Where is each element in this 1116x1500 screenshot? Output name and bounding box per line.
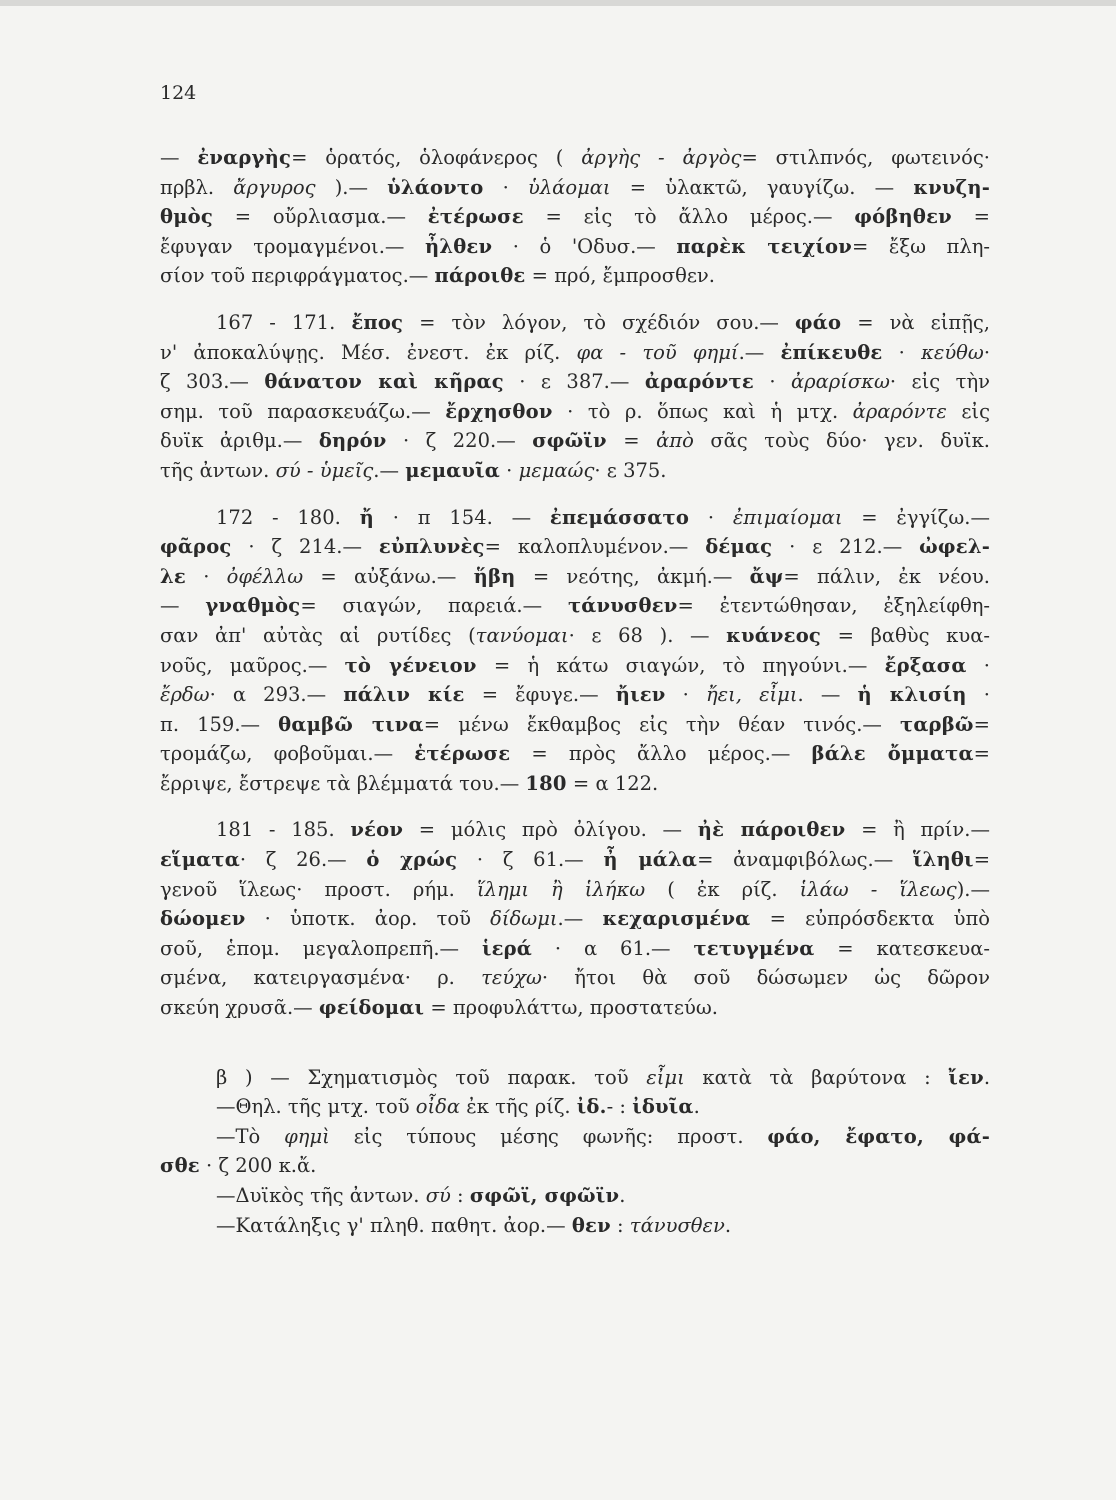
paragraph-gap <box>160 1023 990 1063</box>
text-line: νοῦς, μαῦρος.— τὸ γένειον = ἡ κάτω σιαγών, τὸ πηγούνι.— ἔρξασα · <box>160 653 990 677</box>
text-line: — γναθμὸς= σιαγών, παρειά.— τάνυσθεν= ἐτεντώθησαν, ἐξηλείφθη- <box>160 594 990 618</box>
text-line: γενοῦ ἵλεως· προστ. ρήμ. ἵλημι ἢ ἱλήκω ( ἐκ ρίζ. ἱλάω - ἵλεως).— <box>160 877 990 901</box>
text-line: ν' ἀποκαλύψῃς. Μέσ. ἐνεστ. ἐκ ρίζ. φα - τοῦ φημί.— ἐπίκευθε · κεύθω· <box>160 340 990 364</box>
text-line: π. 159.— θαμβῶ τινα= μένω ἔκθαμβος εἰς τὴν θέαν τινός.— ταρβῶ= <box>160 712 990 736</box>
text-line: β ) — Σχηματισμὸς τοῦ παρακ. τοῦ εἶμι κατὰ τὰ βαρύτονα : ἴεν. <box>216 1065 990 1089</box>
paragraph-gap <box>160 291 990 308</box>
text-line: σημ. τοῦ παρασκευάζω.— ἔρχησθον · τὸ ρ. ὅπως καὶ ἡ μτχ. ἀραρόντε εἰς <box>160 399 990 423</box>
text-line: — ἐναργὴς= ὁρατός, ὁλοφάνερος ( ἀργὴς - ἀργὸς= στιλπνός, φωτεινός· <box>160 146 990 169</box>
text-line: σαν ἀπ' αὐτὰς αἱ ρυτίδες (τανύομαι· ε 68 ). — κυάνεος = βαθὺς κυα- <box>160 623 990 647</box>
text-line: δυϊκ ἀριθμ.— δηρόν · ζ 220.— σφῶϊν = ἀπὸ σᾶς τοὺς δύο· γεν. δυϊκ. <box>160 429 990 453</box>
text-line: ζ 303.— θάνατον καὶ κῆρας · ε 387.— ἀραρόντε · ἀραρίσκω· εἰς τὴν <box>160 370 990 394</box>
text-line: σίον τοῦ περιφράγματος.— πάροιθε = πρό, ἔμπροσθεν. <box>160 264 715 288</box>
commentary-text <box>160 143 990 1240</box>
text-line: δώομεν · ὑποτκ. ἀορ. τοῦ δίδωμι.— κεχαρισμένα = εὐπρόσδεκτα ὑπὸ <box>160 907 990 931</box>
text-line: 181 - 185. νέον = μόλις πρὸ ὀλίγου. — ἠὲ πάροιθεν = ἢ πρίν.— <box>216 818 990 842</box>
text-line: 167 - 171. ἔπος = τὸν λόγον, τὸ σχέδιόν σου.— φάο = νὰ εἰπῇς, <box>216 310 990 334</box>
text-line: —Τὸ φημὶ εἰς τύπους μέσης φωνῆς: προστ. φάο, ἔφατο, φά- <box>216 1124 990 1148</box>
text-line: σμένα, κατειργασμένα· ρ. τεύχω· ἤτοι θὰ σοῦ δώσωμεν ὡς δῶρον <box>160 966 990 990</box>
text-line: λε · ὀφέλλω = αὐξάνω.— ἥβη = νεότης, ἀκμή.— ἄψ= πάλιν, ἐκ νέου. <box>160 564 990 588</box>
text-line: 172 - 180. ἤ · π 154. — ἐπεμάσσατο · ἐπιμαίομαι = ἐγγίζω.— <box>216 505 990 529</box>
page-number: 124 <box>160 82 197 104</box>
text-line: σκεύη χρυσᾶ.— φείδομαι = προφυλάττω, προστατεύω. <box>160 996 718 1020</box>
text-line: σθε · ζ 200 κ.ἄ. <box>160 1154 317 1178</box>
text-line: τρομάζω, φοβοῦμαι.— ἑτέρωσε = πρὸς ἄλλο μέρος.— βάλε ὄμματα= <box>160 742 990 766</box>
text-line: θμὸς = οὔρλιασμα.— ἐτέρωσε = εἰς τὸ ἄλλο μέρος.— φόβηθεν = <box>160 205 990 229</box>
text-line: εἵματα· ζ 26.— ὁ χρώς · ζ 61.— ἦ μάλα= ἀναμφιβόλως.— ἵληθι= <box>160 848 990 872</box>
text-line: —Θηλ. τῆς μτχ. τοῦ οἶδα ἐκ τῆς ρίζ. ἰδ.- : ἰδυῖα. <box>216 1095 700 1119</box>
text-line: ἔρδω· α 293.— πάλιν κίε = ἔφυγε.— ἤιεν · ἤει, εἶμι. — ἡ κλισίη · <box>160 683 990 707</box>
text-line: ἔφυγαν τρομαγμένοι.— ἦλθεν · ὁ 'Οδυσ.— παρὲκ τειχίον= ἔξω πλη- <box>160 234 990 258</box>
text-line: πρβλ. ἄργυρος ).— ὑλάοντο · ὑλάομαι = ὑλακτῶ, γαυγίζω. — κνυζη- <box>160 175 990 199</box>
page-top-edge <box>0 0 1116 6</box>
text-line: ἔρριψε, ἔστρεψε τὰ βλέμματά του.— 180 = α 122. <box>160 771 659 795</box>
text-line: σοῦ, ἑπομ. μεγαλοπρεπῆ.— ἱερά · α 61.— τετυγμένα = κατεσκευα- <box>160 936 990 960</box>
paragraph-gap <box>160 798 990 815</box>
text-line: —Δυϊκὸς τῆς ἀντων. σύ : σφῶϊ, σφῶϊν. <box>216 1184 626 1207</box>
text-line: —Κατάληξις γ' πληθ. παθητ. ἀορ.— θεν : τάνυσθεν. <box>216 1213 732 1237</box>
text-line: τῆς ἀντων. σύ - ὑμεῖς.— μεμαυῖα · μεμαώς· ε 375. <box>160 458 667 482</box>
paragraph-gap <box>160 486 990 503</box>
text-line: φᾶρος · ζ 214.— εὐπλυνὲς= καλοπλυμένον.— δέμας · ε 212.— ὠφελ- <box>160 535 990 559</box>
